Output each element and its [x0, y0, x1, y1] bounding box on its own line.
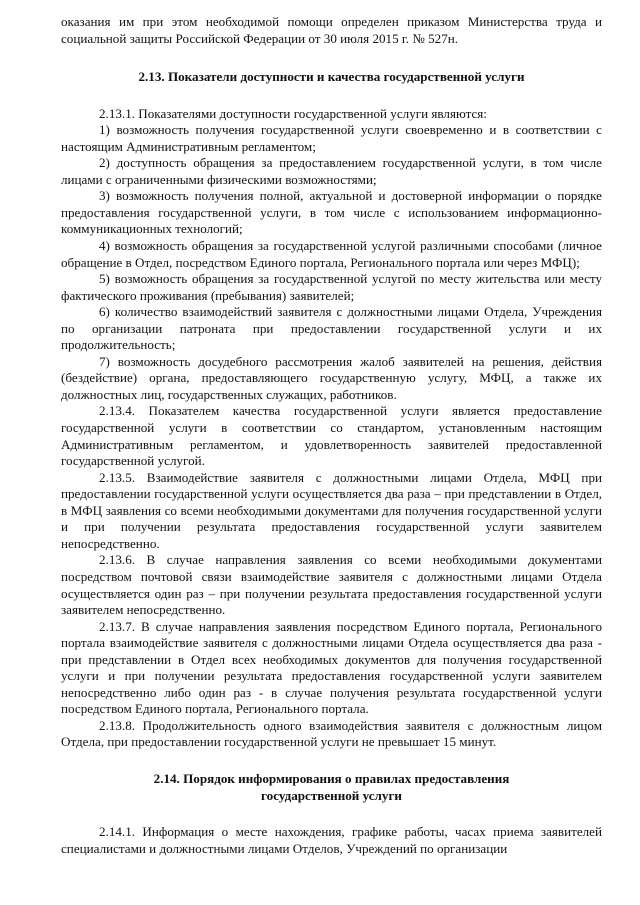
- section-heading-2-14: [61, 771, 602, 804]
- paragraph-2-14-1: 2.14.1. Информация о месте нахождения, графике работы, часах приема заявителей специалистами и должностными лицами Отделов, Учреждений по организации: [61, 824, 602, 856]
- section-heading-2-14-line1: 2.14. Порядок информирования о правилах предоставления: [153, 770, 510, 786]
- section-heading-2-13: 2.13. Показатели доступности и качества государственной услуги: [138, 69, 525, 85]
- list-item-7: 7) возможность досудебного рассмотрения жалоб заявителей на решения, действия (бездействие) органа, предоставляющего государственную услугу, МФЦ, а также их должностных лиц, государственных служащих, работников.: [61, 353, 602, 402]
- list-item-5: 5) возможность обращения за государственной услугой по месту жительства или месту фактического проживания (пребывания) заявителей;: [61, 271, 602, 303]
- paragraph-2-13-7: 2.13.7. В случае направления заявления посредством Единого портала, Регионального портала взаимодействие заявителя с должностными лицами Отдела осуществляется два раза - при представлении в Отдел всех необходимых документов для получения государственной услуги и при получении результата предоставления государственной услуги заявителем непосредственно либо один раз - в случае получения результата государственной услуги посредством Единого портала, Регионального портала.: [61, 618, 602, 717]
- paragraph-2-13-6: 2.13.6. В случае направления заявления со всеми необходимыми документами посредством почтовой связи взаимодействие заявителя с должностными лицами Отдела осуществляется один раз – при получении результата предоставления государственной услуги заявителем непосредственно.: [61, 552, 602, 618]
- paragraph-2-13-5: 2.13.5. Взаимодействие заявителя с должностными лицами Отдела, МФЦ при предоставлении государственной услуги осуществляется два раза – при представлении в Отдел, в МФЦ заявления со всеми необходимыми документами для получения государственной услуги и при получении результата предоставления государственной услуги заявителем непосредственно.: [61, 469, 602, 551]
- list-item-2: 2) доступность обращения за предоставлением государственной услуги, в том числе лицами с ограниченными физическими возможностями;: [61, 155, 602, 187]
- list-item-1: 1) возможность получения государственной услуги своевременно и в соответствии с настоящим Административным регламентом;: [61, 122, 602, 154]
- document-page: [61, 14, 602, 857]
- list-item-4: 4) возможность обращения за государственной услугой различными способами (личное обращение в Отдел, посредством Единого портала, Регионального портала или через МФЦ);: [61, 238, 602, 270]
- list-item-3: 3) возможность получения полной, актуальной и достоверной информации о порядке предоставления государственной услуги, в том числе с использованием информационно-коммуникационных технологий;: [61, 188, 602, 237]
- paragraph-2-13-4: 2.13.4. Показателем качества государственной услуги является предоставление государственной услуги в соответствии со стандартом, установленным настоящим Административным регламентом, и удовлетворенность заявителей предоставленной государственной услугой.: [61, 403, 602, 469]
- paragraph-2-13-8: 2.13.8. Продолжительность одного взаимодействия заявителя с должностным лицом Отдела, при предоставлении государственной услуги не превышает 15 минут.: [61, 717, 602, 750]
- section-heading-2-14-line2: государственной услуги: [261, 787, 402, 803]
- intro-paragraph: оказания им при этом необходимой помощи определен приказом Министерства труда и социальной защиты Российской Федерации от 30 июля 2015 г. № 527н.: [61, 14, 602, 46]
- list-item-6: 6) количество взаимодействий заявителя с должностными лицами Отдела, Учреждения по организации патроната при предоставлении государственной услуги и их продолжительность;: [61, 304, 602, 353]
- paragraph-2-13-1: 2.13.1. Показателями доступности государственной услуги являются:: [99, 105, 487, 121]
